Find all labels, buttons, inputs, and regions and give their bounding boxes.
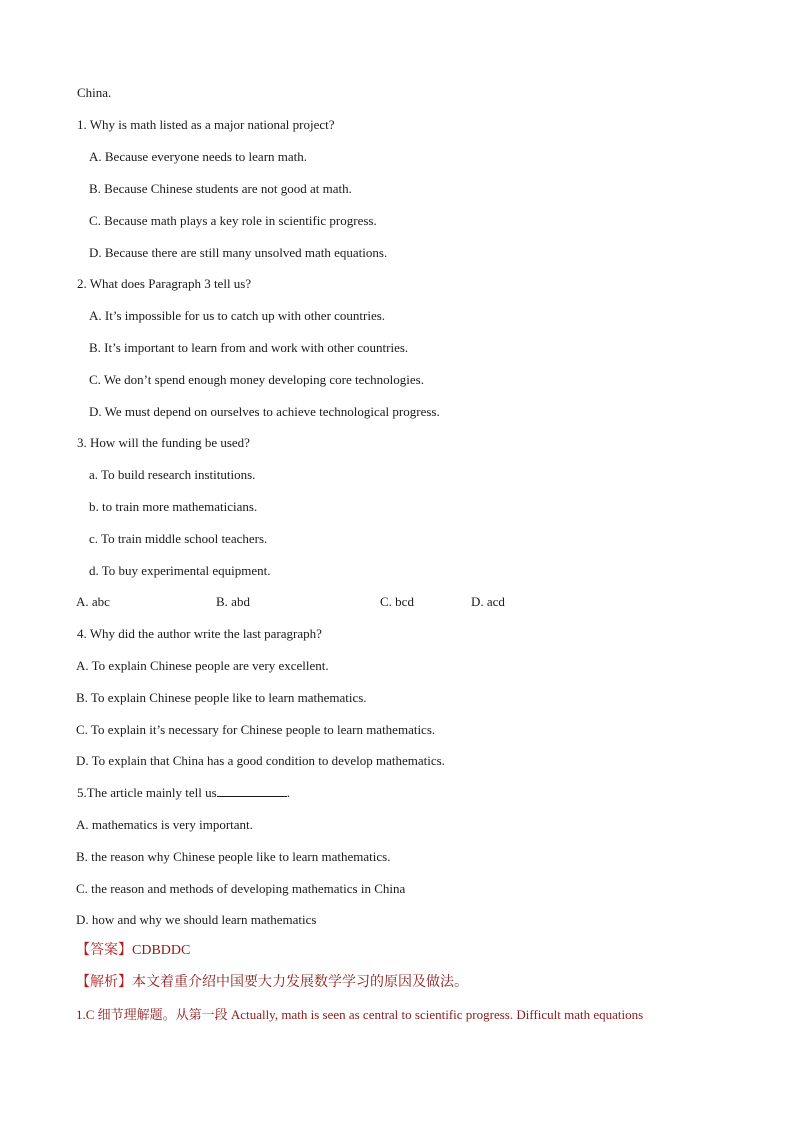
q3-item-b: b. to train more mathematicians.	[89, 499, 258, 514]
q4-option-b: B. To explain Chinese people like to learn mathematics.	[76, 690, 367, 705]
q5-option-c: C. the reason and methods of developing mathematics in China	[76, 881, 406, 896]
q1-option-a: A. Because everyone needs to learn math.	[89, 149, 308, 164]
q3-choice-b: B. abd	[216, 594, 250, 609]
q2-option-a: A. It’s impossible for us to catch up with other countries.	[89, 308, 386, 323]
q5-option-b: B. the reason why Chinese people like to learn mathematics.	[76, 849, 391, 864]
q3-item-c: c. To train middle school teachers.	[89, 531, 268, 546]
q2-option-d: D. We must depend on ourselves to achieve technological progress.	[89, 404, 440, 419]
answer-line	[76, 943, 190, 959]
answer-tag: 【答案】	[76, 943, 132, 958]
intro-tail: China.	[77, 85, 112, 100]
q2-option-b: B. It’s important to learn from and work with other countries.	[89, 340, 409, 355]
q1-option-d: D. Because there are still many unsolved math equations.	[89, 245, 388, 260]
q1-option-b: B. Because Chinese students are not good at math.	[89, 181, 352, 196]
question-2: 2. What does Paragraph 3 tell us?	[77, 276, 252, 291]
answer-blank	[217, 785, 287, 797]
q1-option-c: C. Because math plays a key role in scientific progress.	[89, 213, 377, 228]
explanation-1: 1.C 细节理解题。从第一段 Actually, math is seen as central to scientific progress. Difficult math equations	[76, 1007, 644, 1022]
q3-choice-d: D. acd	[471, 594, 505, 609]
answer-value: CDBDDC	[132, 943, 191, 958]
question-4: 4. Why did the author write the last paragraph?	[77, 626, 322, 641]
q2-option-c: C. We don’t spend enough money developing core technologies.	[89, 372, 424, 387]
q5-question-end: .	[286, 785, 290, 800]
q4-option-d: D. To explain that China has a good condition to develop mathematics.	[76, 753, 445, 768]
q5-option-d: D. how and why we should learn mathematics	[76, 912, 317, 927]
q4-option-c: C. To explain it’s necessary for Chinese people to learn mathematics.	[76, 722, 436, 737]
question-5	[77, 785, 290, 801]
analysis-line	[76, 975, 468, 991]
question-3: 3. How will the funding be used?	[77, 435, 250, 450]
analysis-text: 本文着重介绍中国要大力发展数学学习的原因及做法。	[132, 975, 468, 990]
q4-option-a: A. To explain Chinese people are very excellent.	[76, 658, 329, 673]
q5-question-text: 5.The article mainly tell us	[77, 785, 217, 800]
q3-item-a: a. To build research institutions.	[89, 467, 256, 482]
q5-option-a: A. mathematics is very important.	[76, 817, 253, 832]
q3-choice-a: A. abc	[76, 594, 110, 609]
q3-choice-c: C. bcd	[380, 594, 414, 609]
analysis-tag: 【解析】	[76, 975, 132, 990]
question-1: 1. Why is math listed as a major national project?	[77, 117, 335, 132]
q3-item-d: d. To buy experimental equipment.	[89, 563, 271, 578]
